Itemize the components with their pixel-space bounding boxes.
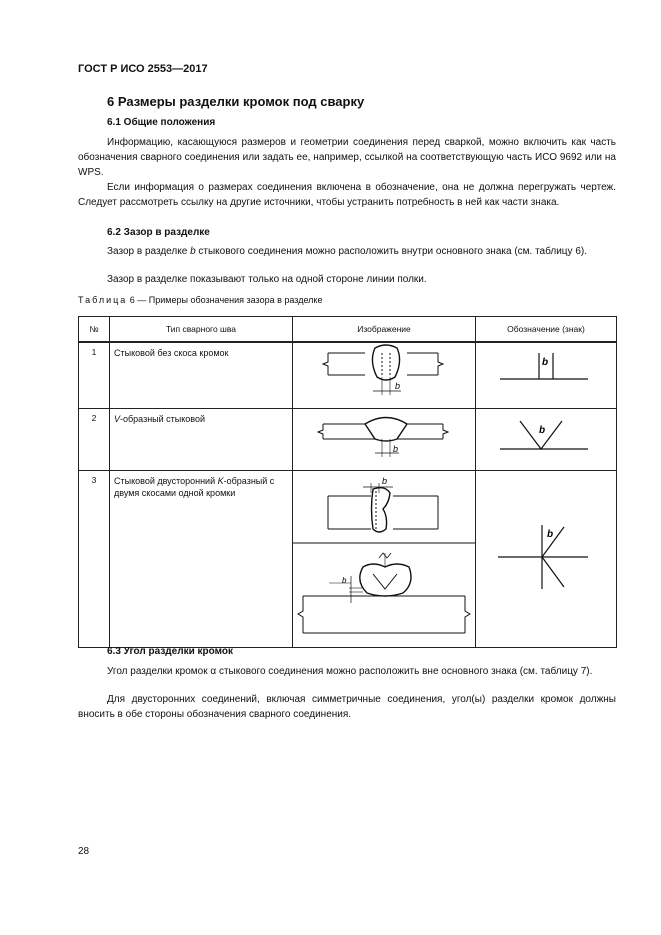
paragraph-6-2-b [78, 272, 616, 287]
table-caption-rest: 6 — Примеры обозначения зазора в разделке [127, 295, 323, 305]
row-2-dim-label: b [393, 444, 399, 454]
row-2-type-rest: -образный стыковой [120, 414, 206, 424]
paragraph-6-2-a-start: Зазор в разделке [107, 246, 191, 257]
paragraph-6-3-a [78, 664, 616, 679]
k-butt-symbol [476, 471, 617, 645]
row-2-symbol-label: b [539, 425, 546, 436]
row-1-symbol-label: b [542, 357, 549, 368]
paragraph-6-1-a [78, 135, 616, 180]
paragraph-6-2-a [78, 244, 616, 259]
row-3-image-cell [293, 471, 476, 648]
row-3-dim-label-bottom: b [342, 576, 347, 585]
section-6-1-title: 6.1 Общие положения [107, 117, 216, 128]
v-butt-weld-drawing [293, 409, 476, 468]
gap-examples-table [78, 316, 616, 638]
row-1-image-cell [293, 342, 476, 409]
row-1-type: Стыковой без скоса кромок [110, 342, 293, 409]
v-butt-symbol [476, 409, 617, 468]
paragraph-6-2-b-text: Зазор в разделке показывают только на одной стороне линии полки. [107, 274, 427, 285]
col-header-image: Изображение [293, 317, 476, 343]
row-3-type-italic: K [217, 476, 224, 486]
document-header: ГОСТ Р ИСО 2553—2017 [78, 63, 208, 75]
row-3-dim-label-top: b [382, 476, 388, 486]
row-3-type-start: Стыковой двусторонний [114, 476, 218, 486]
row-1-symbol-cell [476, 342, 617, 409]
table-row [79, 409, 617, 471]
paragraph-6-2-a-end: стыкового соединения можно расположить внутри основного знака (см. таблицу 6). [195, 246, 587, 257]
section-6-3-title: 6.3 Угол разделки кромок [107, 646, 233, 657]
table-caption [78, 295, 322, 305]
row-3-type-rest: -образный с двумя скосами одной кромки [114, 476, 275, 498]
k-butt-weld-drawing [293, 471, 476, 645]
row-1-dim-label: b [395, 381, 401, 391]
col-header-type: Тип сварного шва [110, 317, 293, 343]
paragraph-6-1-b-text: Если информация о размерах соединения включена в обозначение, она не должна перегружать чертеж. Следует рассмотреть ссылку на другие источники, чтобы устранить потребность в ней как части знака. [78, 182, 616, 208]
col-header-symbol: Обозначение (знак) [476, 317, 617, 343]
row-3-type [110, 471, 293, 648]
row-2-symbol-cell [476, 409, 617, 471]
row-3-symbol-label: b [547, 529, 554, 540]
paragraph-6-3-b [78, 692, 616, 722]
paragraph-6-1-b [78, 180, 616, 210]
paragraph-6-1-a-text: Информацию, касающуюся размеров и геометрии соединения перед сваркой, можно включить как часть обозначения сварного соединения или задать ее, например, ссылкой на соответствующую часть ИСО 9692 или на WPS. [78, 137, 616, 178]
col-header-number: № [79, 317, 110, 343]
page-number: 28 [78, 846, 90, 857]
row-3-number: 3 [79, 471, 110, 648]
row-2-image-cell [293, 409, 476, 471]
section-6-title: 6 Размеры разделки кромок под сварку [107, 94, 365, 109]
row-2-type [110, 409, 293, 471]
table-caption-word: Таблица [78, 295, 128, 305]
row-3-symbol-cell [476, 471, 617, 648]
section-6-2-title: 6.2 Зазор в разделке [107, 227, 210, 238]
row-2-number: 2 [79, 409, 110, 471]
row-1-number: 1 [79, 342, 110, 409]
paragraph-6-3-a-text: Угол разделки кромок α стыкового соединения можно расположить вне основного знака (см. таблицу 7). [107, 666, 593, 677]
square-butt-weld-drawing [293, 343, 476, 406]
row-2-type-italic: V [114, 414, 121, 424]
table-row [79, 342, 617, 409]
square-butt-symbol [476, 343, 617, 406]
paragraph-6-3-b-text: Для двусторонних соединений, включая симметричные соединения, угол(ы) разделки кромок должны вносить в обе стороны обозначения сварного соединения. [78, 694, 616, 720]
table-row [79, 471, 617, 648]
gap-variable: b [190, 246, 196, 257]
table-header-row [79, 317, 617, 343]
